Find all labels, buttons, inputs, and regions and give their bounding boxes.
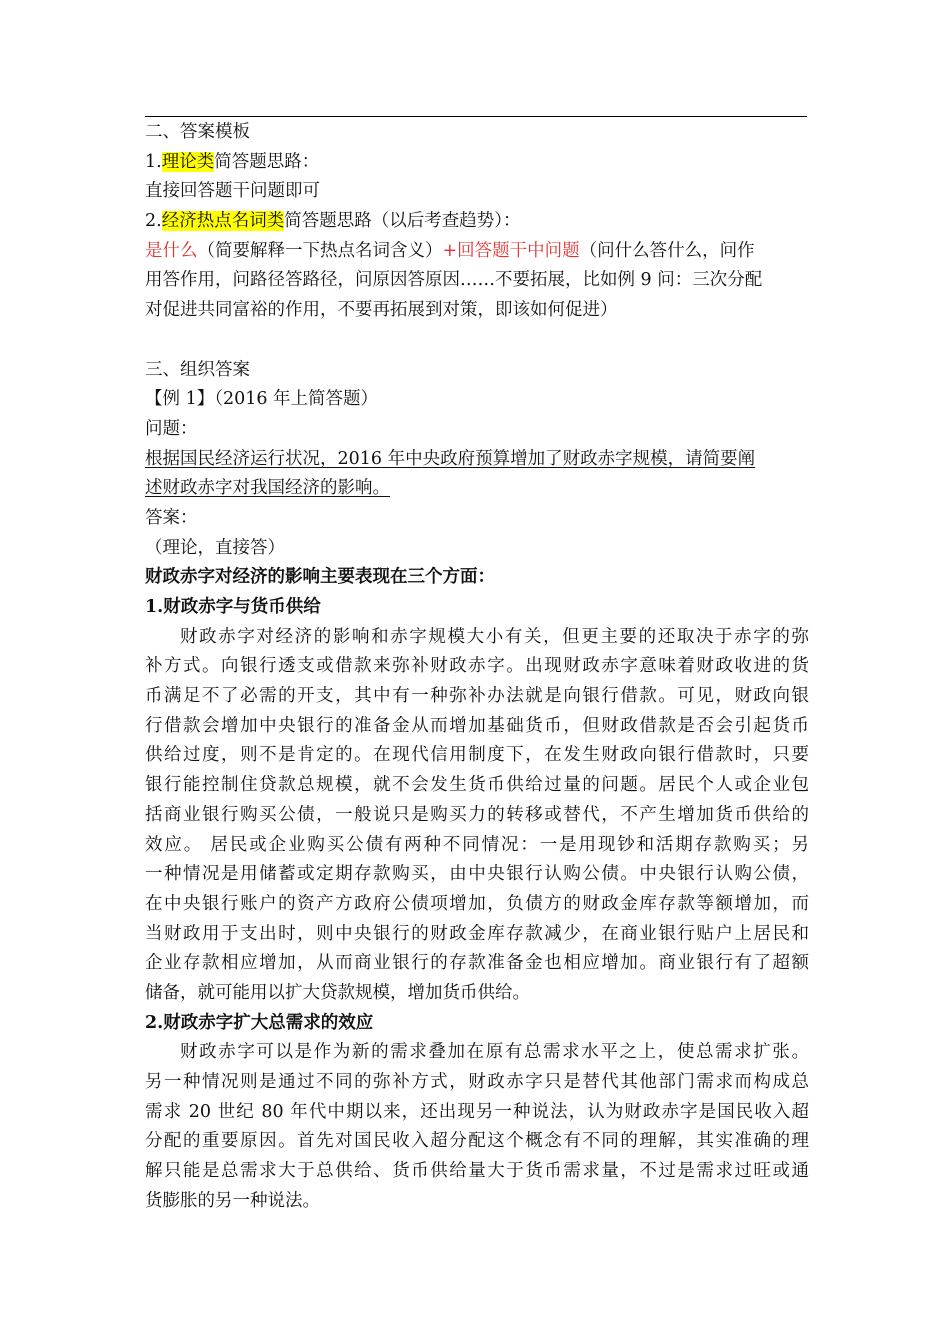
question-line-2: 述财政赤字对我国经济的影响。 (145, 478, 390, 499)
item-2-paren-2: （问什么答什么，问作 (579, 240, 755, 261)
paragraph-line: 币满足不了必需的开支，其中有一种弥补办法就是向银行借款。可见，财政向银 (145, 686, 809, 707)
example-label: 【例 1】（2016 年上简答题） (145, 389, 379, 410)
section-2-heading: 二、答案模板 (145, 122, 250, 142)
paragraph-line: 银行能控制住贷款总规模，就不会发生货币供给过量的问题。居民个人或企业包 (145, 775, 809, 796)
paragraph-line: 补方式。向银行透支或借款来弥补财政赤字。出现财政赤字意味着财政收进的货 (145, 656, 809, 677)
item-2-highlight: 经济热点名词类 (161, 211, 285, 232)
question-line-2-wrap (145, 474, 809, 504)
item-1-text: 简答题思路： (214, 151, 320, 172)
item-1-number: 1. (145, 151, 162, 172)
blank-line (145, 326, 809, 356)
item-2-number: 2. (145, 211, 162, 232)
paragraph-line: 财政赤字可以是作为新的需求叠加在原有总需求水平之上，使总需求扩张。 (180, 1042, 809, 1063)
point-1-title: 1.财政赤字与货币供给 (145, 597, 321, 617)
paragraph-line: 企业存款相应增加，从而商业银行的存款准备金也相应增加。商业银行有了超额 (145, 953, 809, 974)
paragraph-line: 货膨胀的另一种说法。 (145, 1190, 320, 1211)
paragraph-line: 供给过度，则不是肯定的。在现代信用制度下，在发生财政向银行借款时，只要 (145, 745, 809, 766)
question-line-1: 根据国民经济运行状况，2016 年中央政府预算增加了财政赤字规模，请简要阐 (145, 448, 756, 469)
paragraph-line: 储备，就可能用以扩大贷款规模，增加货币供给。 (145, 982, 530, 1003)
template-item-1 (145, 148, 809, 178)
top-rule (145, 116, 807, 117)
paragraph-line: 需求 20 世纪 80 年代中期以来，还出现另一种说法，认为财政赤字是国民收入超 (145, 1101, 809, 1122)
paragraph-line: 括商业银行购买公债，一般说只是购买力的转移或替代，不产生增加货币供给的 (145, 804, 809, 825)
answer-note: （理论，直接答） (145, 537, 285, 558)
template-item-2 (145, 207, 809, 237)
section-3-heading: 三、组织答案 (145, 359, 250, 380)
answer-intro: 财政赤字对经济的影响主要表现在三个方面： (145, 567, 495, 588)
answer-label: 答案： (145, 507, 198, 528)
paragraph-line: 分配的重要原因。首先对国民收入超分配这个概念有不同的理解，其实准确的理 (145, 1131, 809, 1152)
paragraph-line: 效应。 居民或企业购买公债有两种不同情况：一是用现钞和活期存款购买；另 (145, 834, 809, 855)
question-line-1-wrap (145, 445, 809, 475)
paragraph-line: 行借款会增加中央银行的准备金从而增加基础货币，但财政借款是否会引起货币 (145, 715, 809, 736)
paragraph-line: 解只能是总需求大于总供给、货币供给量大于货币需求量，不过是需求过旺或通 (145, 1161, 809, 1182)
item-1-highlight: 理论类 (161, 151, 215, 172)
template-item-2-line-2: 用答作用，问路径答路径，问原因答原因……不要拓展，比如例 9 问：三次分配 (145, 270, 763, 291)
paragraph-line: 一种情况是用储蓄或定期存款购买，由中央银行认购公债。中央银行认购公债， (145, 864, 809, 885)
template-item-2-line-3: 对促进共同富裕的作用，不要再拓展到对策，即该如何促进） (145, 300, 618, 321)
item-2-red-answer: +回答题干中问题 (442, 240, 580, 261)
item-2-text: 简答题思路（以后考查趋势）： (284, 211, 521, 232)
template-item-2-line-1 (145, 237, 809, 267)
paragraph-line: 当财政用于支出时，则中央银行的财政金库存款减少，在商业银行贴户上居民和 (145, 923, 809, 944)
document-page (145, 118, 809, 1216)
paragraph-line: 财政赤字对经济的影响和赤字规模大小有关，但更主要的还取决于赤字的弥 (180, 626, 809, 647)
point-2-body (145, 1038, 809, 1216)
paragraph-line: 在中央银行账户的资产方政府公债项增加，负债方的财政金库存款等额增加，而 (145, 893, 809, 914)
item-2-red-what: 是什么 (145, 240, 198, 261)
point-2-title: 2.财政赤字扩大总需求的效应 (145, 1012, 374, 1033)
item-2-paren-1: （简要解释一下热点名词含义） (197, 240, 443, 261)
point-1-body (145, 623, 809, 1009)
template-item-1-desc: 直接回答题干问题即可 (145, 181, 320, 202)
question-label: 问题： (145, 418, 198, 439)
paragraph-line: 另一种情况则是通过不同的弥补方式，财政赤字只是替代其他部门需求而构成总 (145, 1072, 809, 1092)
